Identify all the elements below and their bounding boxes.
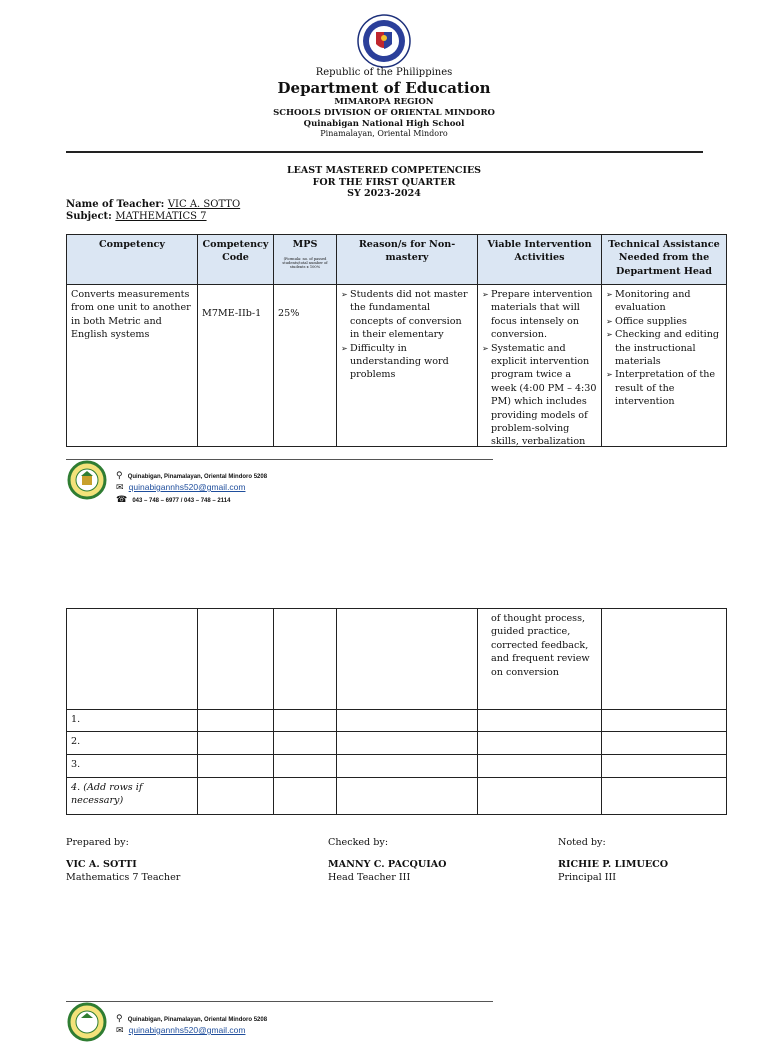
table-row <box>67 710 727 732</box>
region-name: MIMAROPA REGION <box>334 97 434 107</box>
table-row <box>67 609 727 710</box>
footer-divider <box>66 459 493 460</box>
table-row <box>67 732 727 755</box>
competency-table <box>66 234 727 447</box>
phone-line <box>116 487 230 506</box>
table-cell <box>274 778 337 815</box>
mail-icon: ✉ <box>116 483 124 493</box>
prepared-name: VIC A. SOTTI <box>66 859 137 870</box>
table-cell <box>198 710 274 732</box>
header-divider <box>66 151 703 153</box>
footer-address: Quinabigan, Pinamalayan, Oriental Mindoro 5208 <box>127 474 268 480</box>
prepared-label: Prepared by: <box>66 837 129 848</box>
row-number: 2. <box>67 732 198 755</box>
location-pin-icon: ⚲ <box>116 1014 123 1024</box>
table-cell <box>198 732 274 755</box>
noted-position: Principal III <box>558 872 617 883</box>
header-mps-formula: (Formula: no. of passed students/total number of students x 100% <box>282 257 328 270</box>
cell-interventions <box>478 285 602 447</box>
reasons-list <box>341 288 473 382</box>
header-assistance: Technical Assistance Needed from the Department Head <box>602 235 727 285</box>
table-cell <box>274 710 337 732</box>
row-number: 1. <box>67 710 198 732</box>
table-row <box>67 778 727 815</box>
list-item: ➢ Students did not master the fundamental concepts of conversion in their elementary <box>341 288 473 342</box>
list-item: ➢ Prepare intervention materials that will focus intensely on conversion. <box>482 288 597 342</box>
assistance-list <box>606 288 722 409</box>
footer-address: Quinabigan, Pinamalayan, Oriental Mindoro 5208 <box>127 1017 268 1023</box>
continuation-table <box>66 608 727 815</box>
subject-label: Subject: <box>66 211 112 222</box>
table-cell <box>478 778 602 815</box>
email-line <box>116 1018 246 1036</box>
table-cell <box>274 732 337 755</box>
footer-divider <box>66 1001 493 1002</box>
header-competency: Competency <box>67 235 198 285</box>
table-cell <box>602 732 727 755</box>
table-cell <box>337 732 478 755</box>
department-name: Department of Education <box>277 79 491 97</box>
table-cell <box>602 609 727 710</box>
list-item: ➢ Systematic and explicit intervention program twice a week (4:00 PM – 4:30 PM) which includes providing models of problem-solving skills, verbalization <box>482 342 597 449</box>
cell-interventions-continued: of thought process, guided practice, corrected feedback, and frequent review on conversion <box>478 609 602 710</box>
cell-code: M7ME-IIb-1 <box>198 285 274 447</box>
table-cell <box>337 710 478 732</box>
footer-email[interactable]: quinabigannhs520@gmail.com <box>128 1025 246 1035</box>
noted-name: RICHIE P. LIMUECO <box>558 859 669 870</box>
header-mps-label: MPS <box>292 239 318 250</box>
table-cell <box>274 755 337 778</box>
header-reasons: Reason/s for Non-mastery <box>337 235 478 285</box>
telephone-icon: ☎ <box>116 495 128 505</box>
table-cell <box>478 710 602 732</box>
school-logo-icon <box>68 1003 106 1024</box>
doc-title-line2: FOR THE FIRST QUARTER <box>312 177 456 188</box>
table-cell <box>478 755 602 778</box>
table-cell <box>478 732 602 755</box>
checked-position: Head Teacher III <box>328 872 411 883</box>
school-name: Quinabigan National High School <box>303 119 465 129</box>
table-cell <box>602 778 727 815</box>
teacher-label: Name of Teacher: <box>66 199 165 210</box>
doc-title-line3: SY 2023-2024 <box>347 188 421 199</box>
school-location: Pinamalayan, Oriental Mindoro <box>320 129 448 138</box>
interventions-list <box>482 288 597 449</box>
list-item: ➢ Office supplies <box>606 315 722 328</box>
mail-icon: ✉ <box>116 1026 124 1036</box>
table-cell <box>602 710 727 732</box>
table-cell <box>67 609 198 710</box>
header-interventions: Viable Intervention Activities <box>478 235 602 285</box>
list-item: ➢ Difficulty in understanding word problems <box>341 342 473 382</box>
table-cell <box>198 778 274 815</box>
country-name: Republic of the Philippines <box>315 67 453 78</box>
doc-title-line1: LEAST MASTERED COMPETENCIES <box>286 165 482 176</box>
teacher-value: VIC A. SOTTO <box>167 199 241 210</box>
location-pin-icon: ⚲ <box>116 471 123 481</box>
cell-competency: Converts measurements from one unit to another in both Metric and English systems <box>67 285 198 447</box>
table-header-row <box>67 235 727 285</box>
prepared-position: Mathematics 7 Teacher <box>66 872 181 883</box>
table-cell <box>337 609 478 710</box>
list-item: ➢ Checking and editing the instructional materials <box>606 328 722 368</box>
table-cell <box>274 609 337 710</box>
division-name: SCHOOLS DIVISION OF ORIENTAL MINDORO <box>273 108 495 118</box>
cell-mps: 25% <box>274 285 337 447</box>
deped-seal-icon <box>357 14 411 68</box>
list-item: ➢ Monitoring and evaluation <box>606 288 722 315</box>
checked-label: Checked by: <box>328 837 389 848</box>
header-mps <box>274 235 337 285</box>
teacher-field <box>66 199 240 210</box>
noted-label: Noted by: <box>558 837 606 848</box>
table-cell <box>337 755 478 778</box>
checked-name: MANNY C. PACQUIAO <box>328 859 447 870</box>
table-row <box>67 755 727 778</box>
footer-phone: 043 – 748 – 6977 / 043 – 748 – 2114 <box>132 498 231 504</box>
table-cell <box>198 755 274 778</box>
header-code: Competency Code <box>198 235 274 285</box>
list-item: ➢ Interpretation of the result of the intervention <box>606 368 722 408</box>
table-cell <box>337 778 478 815</box>
subject-value: MATHEMATICS 7 <box>115 211 207 222</box>
cell-assistance <box>602 285 727 447</box>
subject-field <box>66 211 207 222</box>
row-number: 3. <box>67 755 198 778</box>
table-cell <box>198 609 274 710</box>
table-cell <box>602 755 727 778</box>
footer-email[interactable]: quinabigannhs520@gmail.com <box>128 482 246 492</box>
school-logo-icon <box>68 461 106 499</box>
cell-reasons <box>337 285 478 447</box>
row-number: 4. (Add rows if necessary) <box>67 778 198 815</box>
table-row <box>67 285 727 447</box>
